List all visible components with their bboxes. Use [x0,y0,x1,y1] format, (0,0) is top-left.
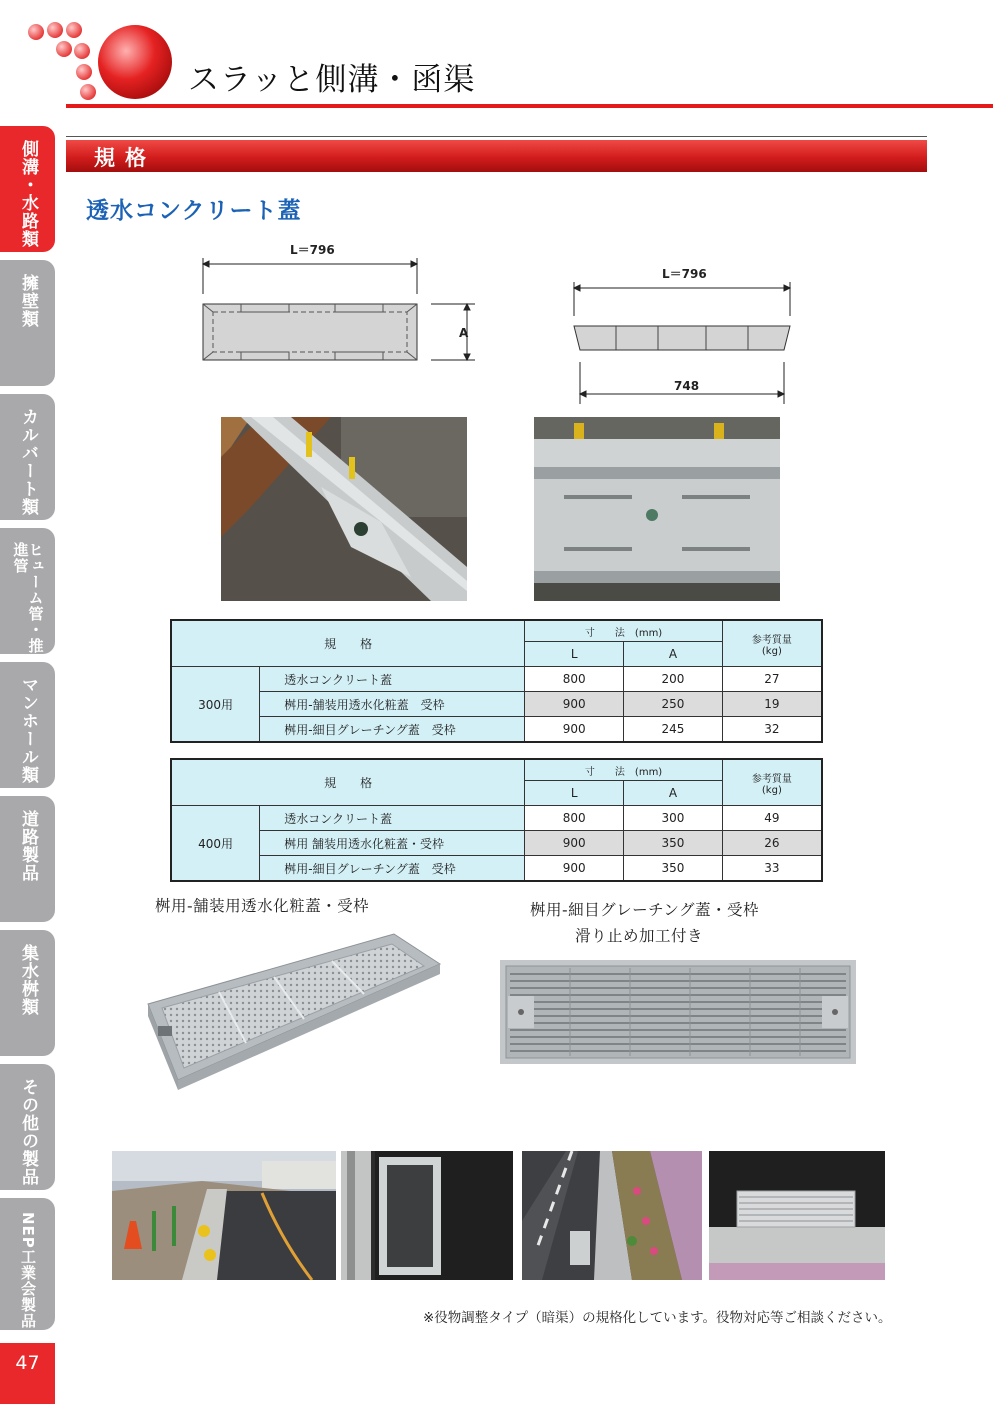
table-row [171,692,822,717]
header-spec: 規 格 [171,759,525,806]
cell-a: 245 [624,717,723,743]
cell-a: 200 [624,667,723,692]
row-name: 桝用-舗装用透水化粧蓋 受枠 [260,692,525,717]
header-weight [722,759,822,806]
section-bar [66,140,927,172]
header-a: A [624,642,723,667]
header-weight-text: 参考質量 [751,773,792,785]
spec-table-300 [170,619,823,743]
cell-kg: 33 [722,856,822,882]
cell-l: 800 [525,806,624,831]
cover-topview-photo [534,417,780,601]
row-name: 透水コンクリート蓋 [260,667,525,692]
side-tab-label: マンホール類 [18,676,38,784]
header-weight-text: 参考質量 [751,634,792,646]
header-weight-unit: (kg) [761,645,782,657]
side-tab-catch-basins[interactable] [0,930,55,1056]
table-row [171,806,822,831]
spec-table-400 [170,758,823,882]
cell-l: 900 [525,831,624,856]
table-row [171,856,822,882]
row-name: 透水コンクリート蓋 [260,806,525,831]
page-number: 47 [15,1352,40,1374]
caption-anti-slip: 滑り止め加工付き [575,927,704,945]
side-tab-label: カルバート類 [18,408,38,516]
cell-l: 900 [525,717,624,743]
product-title: 透水コンクリート蓋 [86,198,302,224]
header-spec: 規 格 [171,620,525,667]
cell-l: 900 [525,692,624,717]
side-tab-nep-products[interactable] [0,1198,55,1330]
group-label: 400用 [171,806,260,882]
header-l: L [525,642,624,667]
plan-view-diagram [195,238,485,368]
company-logo [22,18,182,104]
site-photo-road [112,1151,336,1280]
cell-kg: 49 [722,806,822,831]
header-dimension [525,620,722,642]
section-top-rule [66,136,927,137]
section-top-label: L＝796 [662,267,707,281]
group-label: 300用 [171,667,260,743]
plan-length-label: L＝796 [290,243,335,257]
row-name: 桝用 舗装用透水化粧蓋・受枠 [260,831,525,856]
cell-l: 800 [525,667,624,692]
section-view-diagram [566,262,806,410]
side-tab-road-products[interactable] [0,796,55,922]
paving-cover-photo [144,928,442,1092]
table-row [171,667,822,692]
row-name: 桝用-細目グレーチング蓋 受枠 [260,717,525,743]
side-tab-culverts[interactable] [0,394,55,520]
side-tab-retaining-walls[interactable] [0,260,55,386]
caption-grating-cover: 桝用-細目グレーチング蓋・受枠 [530,901,760,919]
header-dimension-text: 寸 法 (mm) [584,627,663,639]
plan-height-label: A [459,326,469,340]
side-tab-hume-pipes[interactable] [0,528,55,654]
cell-a: 350 [624,856,723,882]
caption-paving-cover: 桝用-舗装用透水化粧蓋・受枠 [155,897,370,915]
footnote: ※役物調整タイプ（暗渠）の規格化しています。役物対応等ご相談ください。 [423,1310,892,1326]
header-l: L [525,781,624,806]
cell-a: 250 [624,692,723,717]
row-name: 桝用-細目グレーチング蓋 受枠 [260,856,525,882]
header-dimension [525,759,722,781]
side-tab-label: 道路製品 [18,810,38,882]
header-divider [66,104,993,108]
header-a: A [624,781,723,806]
header-dimension-text: 寸 法 (mm) [584,766,663,778]
side-tab-label: ヒューム管・推進管 [11,542,45,654]
installed-cover-photo [221,417,467,601]
cell-kg: 27 [722,667,822,692]
site-photo-sidewalk [522,1151,702,1280]
grating-cover-photo [500,960,856,1064]
side-tab-label: 擁壁類 [18,274,38,328]
table-row [171,831,822,856]
section-heading: 規格 [94,146,156,170]
cell-kg: 19 [722,692,822,717]
cell-kg: 26 [722,831,822,856]
section-bottom-label: 748 [674,379,700,393]
cell-a: 350 [624,831,723,856]
side-tab-channels[interactable] [0,126,55,252]
cell-l: 900 [525,856,624,882]
header-weight-unit: (kg) [761,784,782,796]
page-title: スラッと側溝・函渠 [188,62,476,98]
side-tab-label: 集水桝類 [18,944,38,1016]
side-tab-other-products[interactable] [0,1064,55,1190]
cell-a: 300 [624,806,723,831]
site-photo-cover-closeup [341,1151,513,1280]
table-row [171,717,822,743]
side-tab-label: 側溝・水路類 [18,140,38,248]
side-tab-label: NEP工業会製品 [19,1212,37,1329]
site-photo-grating [709,1151,885,1280]
cell-kg: 32 [722,717,822,743]
side-tab-label: その他の製品 [18,1078,38,1186]
header-weight [722,620,822,667]
side-tab-manholes[interactable] [0,662,55,788]
